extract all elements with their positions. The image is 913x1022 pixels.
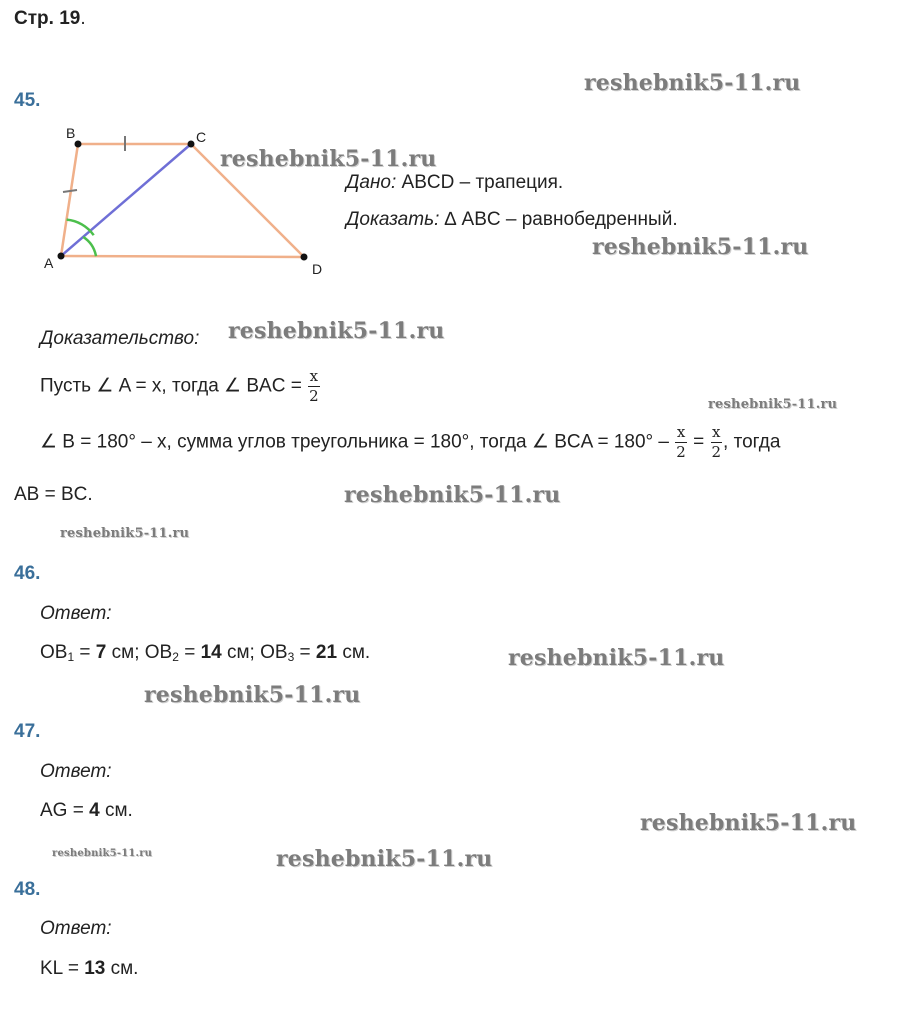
side-ab: [61, 144, 78, 256]
page-title: Стр. 19.: [14, 8, 86, 29]
answer-label: Ответ:: [40, 761, 112, 782]
watermark: reshebnik5-11.ru: [508, 645, 725, 671]
tick-mark-ab: [63, 190, 77, 192]
fraction: $\frac{x}{2}$: [309, 367, 319, 405]
watermark: reshebnik5-11.ru: [592, 234, 809, 260]
point-b: [75, 141, 82, 148]
side-ad: [61, 256, 304, 257]
vertex-label-d: D: [312, 261, 323, 277]
answer-text: AG = 4 см.: [40, 800, 133, 821]
vertex-label-b: B: [66, 125, 76, 141]
answer-label: Ответ:: [40, 603, 112, 624]
proof-line-2: ∠ B = 180° – x, сумма углов треугольника = 180°, тогда ∠ BCA = 180° – $\frac{x}{2}$ = $\frac{x}{2}$ , тогда: [40, 423, 781, 461]
watermark: reshebnik5-11.ru: [708, 397, 838, 412]
fraction: $\frac{x}{2}$: [676, 423, 686, 461]
problem-number: 48.: [14, 879, 41, 900]
proof-conclusion: AB = BC.: [14, 484, 93, 505]
trapezoid-figure: [30, 120, 350, 280]
answer-text: $OB_1 = 7$ см; $OB_2 = 14$ см; $OB_3 = 21$ см.: [40, 642, 371, 664]
proof-heading: Доказательство:: [40, 328, 200, 349]
side-cd: [191, 144, 304, 257]
answer-text: KL = 13 см.: [40, 958, 139, 979]
point-d: [301, 254, 308, 261]
vertex-label-c: C: [196, 129, 207, 145]
watermark: reshebnik5-11.ru: [144, 682, 361, 708]
watermark: reshebnik5-11.ru: [584, 70, 801, 96]
answer-label: Ответ:: [40, 918, 112, 939]
angle-cad-arc: [83, 237, 96, 256]
prove-statement: Доказать: ∆ ABC – равнобедренный.: [346, 209, 678, 230]
trapezoid-sides: [61, 144, 304, 257]
watermark: reshebnik5-11.ru: [60, 526, 190, 541]
watermark: reshebnik5-11.ru: [344, 482, 561, 508]
problem-number: 47.: [14, 721, 41, 742]
diagonal-ac: [61, 144, 191, 256]
watermark: reshebnik5-11.ru: [220, 146, 437, 172]
problem-number: 46.: [14, 563, 41, 584]
proof-line-1: Пусть ∠ A = x, тогда ∠ BAC = $\frac{x}{2}$: [40, 367, 319, 405]
fraction: $\frac{x}{2}$: [711, 423, 722, 461]
watermark: reshebnik5-11.ru: [228, 318, 445, 344]
problem-number: 45.: [14, 90, 41, 111]
watermark: reshebnik5-11.ru: [640, 810, 857, 836]
point-c: [188, 141, 195, 148]
vertex-label-a: A: [44, 255, 54, 271]
given-statement: Дано: ABCD – трапеция.: [346, 172, 564, 193]
watermark: reshebnik5-11.ru: [276, 846, 493, 872]
watermark: reshebnik5-11.ru: [52, 848, 153, 859]
point-a: [58, 253, 65, 260]
